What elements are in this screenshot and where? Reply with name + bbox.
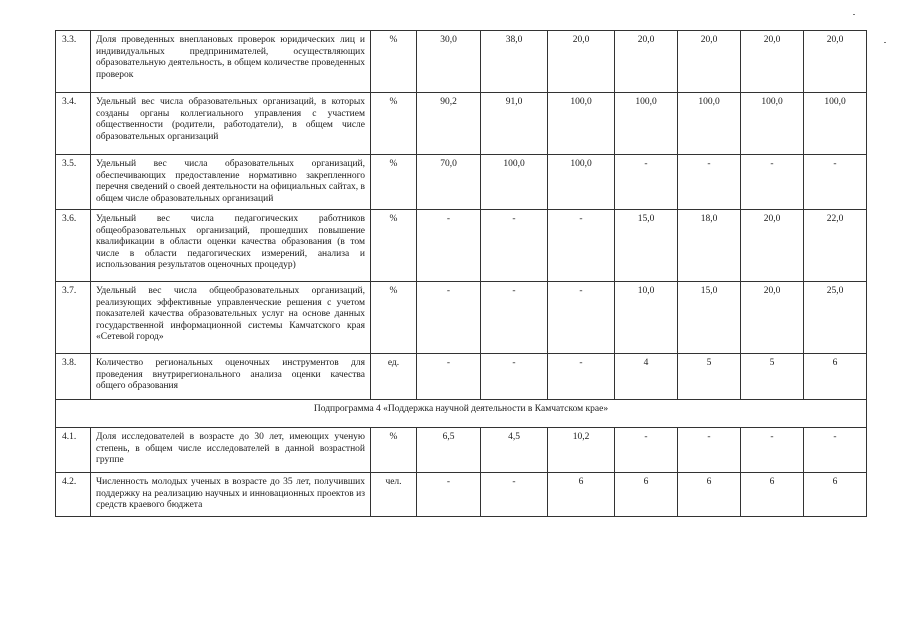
- table-row: [56, 31, 867, 93]
- row-number: 3.8.: [56, 354, 91, 400]
- table-body: [56, 31, 867, 517]
- indicator-value: 6,5: [417, 428, 481, 473]
- indicator-value: 100,0: [548, 155, 615, 210]
- indicator-value: 90,2: [417, 93, 481, 155]
- indicator-value: -: [417, 354, 481, 400]
- indicator-value: -: [804, 428, 867, 473]
- indicator-value: 30,0: [417, 31, 481, 93]
- indicator-description: Удельный вес числа образовательных организаций, обеспечивающих предоставление нормативно закрепленного перечня сведений о своей деятельности на официальных сайтах, в общем числе образовательных организаций: [91, 155, 371, 210]
- indicator-value: 18,0: [678, 210, 741, 282]
- indicator-value: -: [481, 210, 548, 282]
- indicator-value: 100,0: [548, 93, 615, 155]
- indicator-value: -: [417, 282, 481, 354]
- unit-of-measure: %: [371, 210, 417, 282]
- unit-of-measure: %: [371, 428, 417, 473]
- indicator-value: 100,0: [804, 93, 867, 155]
- indicator-value: 20,0: [741, 210, 804, 282]
- unit-of-measure: %: [371, 282, 417, 354]
- indicator-value: -: [481, 354, 548, 400]
- scan-speck: [853, 14, 855, 15]
- indicator-value: 5: [678, 354, 741, 400]
- indicator-description: Удельный вес числа общеобразовательных организаций, реализующих эффективные управленческие решения с учетом показателей качества образовательных услуг на основе данных государственной информационной системы Камчатского края «Сетевой город»: [91, 282, 371, 354]
- row-number: 3.4.: [56, 93, 91, 155]
- indicator-value: 38,0: [481, 31, 548, 93]
- indicator-value: 91,0: [481, 93, 548, 155]
- indicator-value: -: [615, 155, 678, 210]
- indicator-value: -: [678, 155, 741, 210]
- indicator-value: 100,0: [678, 93, 741, 155]
- indicator-value: 70,0: [417, 155, 481, 210]
- row-number: 4.2.: [56, 473, 91, 517]
- indicator-value: -: [481, 473, 548, 517]
- indicator-value: 5: [741, 354, 804, 400]
- indicator-value: 4,5: [481, 428, 548, 473]
- indicator-value: -: [417, 210, 481, 282]
- indicator-value: -: [741, 155, 804, 210]
- indicator-value: -: [417, 473, 481, 517]
- indicator-value: 22,0: [804, 210, 867, 282]
- indicator-value: 100,0: [615, 93, 678, 155]
- indicator-value: 15,0: [678, 282, 741, 354]
- indicator-value: 4: [615, 354, 678, 400]
- scan-speck: [884, 42, 886, 43]
- subprogram-header-row: [56, 400, 867, 428]
- document-page: [55, 30, 866, 517]
- unit-of-measure: ед.: [371, 354, 417, 400]
- indicator-value: 20,0: [548, 31, 615, 93]
- indicator-description: Доля проведенных внеплановых проверок юридических лиц и индивидуальных предпринимателей, осуществляющих образовательную деятельность, в общем количестве проведенных проверок: [91, 31, 371, 93]
- indicator-value: 10,0: [615, 282, 678, 354]
- row-number: 3.5.: [56, 155, 91, 210]
- indicator-value: 6: [741, 473, 804, 517]
- indicator-value: 20,0: [804, 31, 867, 93]
- table-row: [56, 282, 867, 354]
- indicator-value: 6: [678, 473, 741, 517]
- indicator-table: [55, 30, 867, 517]
- indicator-value: 20,0: [678, 31, 741, 93]
- indicator-value: 25,0: [804, 282, 867, 354]
- indicator-value: -: [741, 428, 804, 473]
- indicator-value: 6: [615, 473, 678, 517]
- indicator-value: -: [548, 282, 615, 354]
- indicator-value: -: [615, 428, 678, 473]
- indicator-description: Удельный вес числа педагогических работников общеобразовательных организаций, прошедших повышение квалификации в области оценки качества образования (в том числе в области педагогических измерений, анализа и использования результатов оценочных процедур): [91, 210, 371, 282]
- unit-of-measure: чел.: [371, 473, 417, 517]
- unit-of-measure: %: [371, 155, 417, 210]
- indicator-value: 20,0: [741, 31, 804, 93]
- indicator-value: 6: [548, 473, 615, 517]
- indicator-value: 100,0: [741, 93, 804, 155]
- table-row: [56, 93, 867, 155]
- row-number: 4.1.: [56, 428, 91, 473]
- table-row: [56, 155, 867, 210]
- row-number: 3.3.: [56, 31, 91, 93]
- unit-of-measure: %: [371, 93, 417, 155]
- indicator-value: -: [678, 428, 741, 473]
- indicator-value: 6: [804, 354, 867, 400]
- indicator-value: 20,0: [741, 282, 804, 354]
- table-row: [56, 210, 867, 282]
- row-number: 3.7.: [56, 282, 91, 354]
- indicator-value: -: [548, 210, 615, 282]
- indicator-description: Количество региональных оценочных инструментов для проведения внутрирегионального анализа оценки качества общего образования: [91, 354, 371, 400]
- indicator-description: Удельный вес числа образовательных организаций, в которых созданы органы коллегиального управления с участием общественности (родители, работодатели), в общем числе образовательных организаций: [91, 93, 371, 155]
- indicator-description: Численность молодых ученых в возрасте до 35 лет, получивших поддержку на реализацию научных и инновационных проектов из средств краевого бюджета: [91, 473, 371, 517]
- table-row: [56, 428, 867, 473]
- indicator-value: -: [481, 282, 548, 354]
- indicator-value: -: [804, 155, 867, 210]
- subprogram-title: Подпрограмма 4 «Поддержка научной деятельности в Камчатском крае»: [56, 400, 867, 428]
- indicator-value: 10,2: [548, 428, 615, 473]
- table-row: [56, 354, 867, 400]
- indicator-value: 15,0: [615, 210, 678, 282]
- indicator-value: 100,0: [481, 155, 548, 210]
- indicator-value: -: [548, 354, 615, 400]
- indicator-value: 6: [804, 473, 867, 517]
- indicator-value: 20,0: [615, 31, 678, 93]
- row-number: 3.6.: [56, 210, 91, 282]
- indicator-description: Доля исследователей в возрасте до 30 лет, имеющих ученую степень, в общем числе исследователей в данной возрастной группе: [91, 428, 371, 473]
- unit-of-measure: %: [371, 31, 417, 93]
- table-row: [56, 473, 867, 517]
